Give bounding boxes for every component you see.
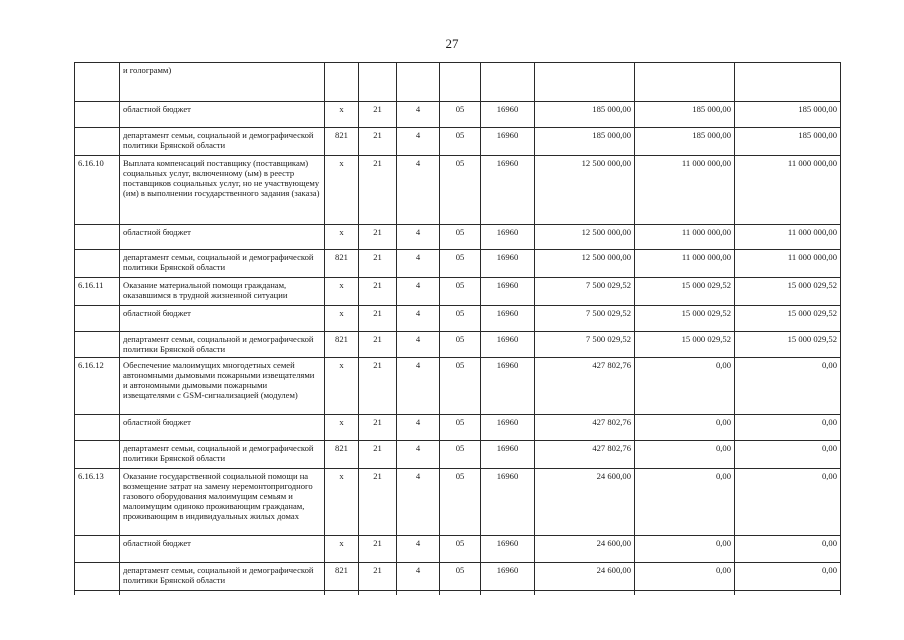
row-number-cell bbox=[75, 250, 120, 278]
year2-amount-cell: 0,00 bbox=[635, 415, 735, 441]
year3-amount-cell: 11 000 000,00 bbox=[735, 250, 841, 278]
kod-cell: x bbox=[325, 469, 359, 536]
row-number-cell bbox=[75, 415, 120, 441]
year1-amount-cell: 24 600,00 bbox=[535, 536, 635, 563]
year1-amount-cell: 12 500 000,00 bbox=[535, 225, 635, 250]
continuation-cell bbox=[397, 591, 440, 596]
year1-amount-cell bbox=[535, 63, 635, 102]
year3-amount-cell: 0,00 bbox=[735, 441, 841, 469]
kod-cell: x bbox=[325, 536, 359, 563]
vr-cell: 16960 bbox=[481, 306, 535, 332]
table-row bbox=[75, 536, 841, 563]
row-name-cell: областной бюджет bbox=[120, 306, 325, 332]
cs-cell: 05 bbox=[440, 469, 481, 536]
continuation-cell bbox=[535, 591, 635, 596]
year2-amount-cell: 0,00 bbox=[635, 536, 735, 563]
row-number-cell: 6.16.11 bbox=[75, 278, 120, 306]
cs-cell: 05 bbox=[440, 415, 481, 441]
year3-amount-cell: 185 000,00 bbox=[735, 102, 841, 128]
rz-cell: 21 bbox=[359, 102, 397, 128]
year2-amount-cell: 0,00 bbox=[635, 469, 735, 536]
kod-cell: 821 bbox=[325, 250, 359, 278]
year1-amount-cell: 427 802,76 bbox=[535, 358, 635, 415]
year2-amount-cell: 15 000 029,52 bbox=[635, 278, 735, 306]
row-number-cell: 6.16.10 bbox=[75, 156, 120, 225]
cs-cell: 05 bbox=[440, 128, 481, 156]
year1-amount-cell: 7 500 029,52 bbox=[535, 278, 635, 306]
continuation-cell bbox=[325, 591, 359, 596]
table-row bbox=[75, 128, 841, 156]
row-name-cell: департамент семьи, социальной и демографической политики Брянской области bbox=[120, 563, 325, 591]
row-number-cell bbox=[75, 128, 120, 156]
cs-cell: 05 bbox=[440, 332, 481, 358]
year2-amount-cell: 11 000 000,00 bbox=[635, 156, 735, 225]
year3-amount-cell: 11 000 000,00 bbox=[735, 156, 841, 225]
cs-cell: 05 bbox=[440, 102, 481, 128]
vr-cell: 16960 bbox=[481, 128, 535, 156]
pr-cell: 4 bbox=[397, 358, 440, 415]
row-number-cell bbox=[75, 441, 120, 469]
vr-cell: 16960 bbox=[481, 278, 535, 306]
table-row bbox=[75, 306, 841, 332]
table-row bbox=[75, 156, 841, 225]
continuation-cell bbox=[440, 591, 481, 596]
row-name-cell: Обеспечение малоимущих многодетных семей автономными дымовыми пожарными извещателями и автономными дымовыми пожарными извещателями с GSM-сигнализацией (модулем) bbox=[120, 358, 325, 415]
pr-cell: 4 bbox=[397, 563, 440, 591]
year1-amount-cell: 12 500 000,00 bbox=[535, 156, 635, 225]
pr-cell: 4 bbox=[397, 250, 440, 278]
table-row bbox=[75, 332, 841, 358]
rz-cell: 21 bbox=[359, 306, 397, 332]
table-row bbox=[75, 250, 841, 278]
rz-cell: 21 bbox=[359, 358, 397, 415]
row-number-cell bbox=[75, 563, 120, 591]
row-name-cell: департамент семьи, социальной и демографической политики Брянской области bbox=[120, 128, 325, 156]
table-body bbox=[75, 63, 841, 596]
rz-cell: 21 bbox=[359, 332, 397, 358]
vr-cell: 16960 bbox=[481, 250, 535, 278]
pr-cell: 4 bbox=[397, 102, 440, 128]
continuation-cell bbox=[359, 591, 397, 596]
year1-amount-cell: 185 000,00 bbox=[535, 102, 635, 128]
cs-cell: 05 bbox=[440, 250, 481, 278]
row-number-cell bbox=[75, 332, 120, 358]
cs-cell: 05 bbox=[440, 156, 481, 225]
year2-amount-cell bbox=[635, 63, 735, 102]
row-number-cell: 6.16.12 bbox=[75, 358, 120, 415]
continuation-cell bbox=[481, 591, 535, 596]
vr-cell: 16960 bbox=[481, 102, 535, 128]
table-row bbox=[75, 278, 841, 306]
year2-amount-cell: 0,00 bbox=[635, 358, 735, 415]
table-row bbox=[75, 225, 841, 250]
row-number-cell: 6.16.13 bbox=[75, 469, 120, 536]
row-number-cell bbox=[75, 63, 120, 102]
year1-amount-cell: 7 500 029,52 bbox=[535, 332, 635, 358]
budget-table bbox=[74, 62, 841, 595]
pr-cell: 4 bbox=[397, 441, 440, 469]
pr-cell: 4 bbox=[397, 332, 440, 358]
kod-cell: 821 bbox=[325, 563, 359, 591]
year1-amount-cell: 185 000,00 bbox=[535, 128, 635, 156]
row-name-cell: Выплата компенсаций поставщику (поставщикам) социальных услуг, включенному (ым) в реестр поставщиков социальных услуг, но не участвующему (им) в выполнении государственного задания (заказа) bbox=[120, 156, 325, 225]
row-name-cell: областной бюджет bbox=[120, 415, 325, 441]
rz-cell: 21 bbox=[359, 278, 397, 306]
table-row bbox=[75, 63, 841, 102]
kod-cell: x bbox=[325, 102, 359, 128]
row-name-cell: департамент семьи, социальной и демографической политики Брянской области bbox=[120, 332, 325, 358]
vr-cell: 16960 bbox=[481, 469, 535, 536]
row-name-cell: департамент семьи, социальной и демографической политики Брянской области bbox=[120, 250, 325, 278]
table-continuation bbox=[75, 591, 841, 596]
vr-cell bbox=[481, 63, 535, 102]
year1-amount-cell: 427 802,76 bbox=[535, 415, 635, 441]
rz-cell: 21 bbox=[359, 563, 397, 591]
rz-cell: 21 bbox=[359, 156, 397, 225]
pr-cell: 4 bbox=[397, 128, 440, 156]
year3-amount-cell: 15 000 029,52 bbox=[735, 332, 841, 358]
table-row bbox=[75, 102, 841, 128]
table-row bbox=[75, 441, 841, 469]
year2-amount-cell: 15 000 029,52 bbox=[635, 332, 735, 358]
vr-cell: 16960 bbox=[481, 536, 535, 563]
year2-amount-cell: 0,00 bbox=[635, 563, 735, 591]
row-name-cell: Оказание материальной помощи гражданам, оказавшимся в трудной жизненной ситуации bbox=[120, 278, 325, 306]
year3-amount-cell: 15 000 029,52 bbox=[735, 306, 841, 332]
year2-amount-cell: 185 000,00 bbox=[635, 128, 735, 156]
cs-cell bbox=[440, 63, 481, 102]
year2-amount-cell: 11 000 000,00 bbox=[635, 225, 735, 250]
cs-cell: 05 bbox=[440, 306, 481, 332]
rz-cell: 21 bbox=[359, 536, 397, 563]
row-name-cell: областной бюджет bbox=[120, 102, 325, 128]
year3-amount-cell: 0,00 bbox=[735, 415, 841, 441]
year3-amount-cell: 15 000 029,52 bbox=[735, 278, 841, 306]
rz-cell: 21 bbox=[359, 128, 397, 156]
row-name-cell: и голограмм) bbox=[120, 63, 325, 102]
vr-cell: 16960 bbox=[481, 156, 535, 225]
rz-cell: 21 bbox=[359, 441, 397, 469]
row-number-cell bbox=[75, 102, 120, 128]
pr-cell: 4 bbox=[397, 415, 440, 441]
kod-cell: 821 bbox=[325, 128, 359, 156]
year3-amount-cell: 0,00 bbox=[735, 358, 841, 415]
continuation-cell bbox=[75, 591, 120, 596]
pr-cell bbox=[397, 63, 440, 102]
pr-cell: 4 bbox=[397, 469, 440, 536]
rz-cell bbox=[359, 63, 397, 102]
row-number-cell bbox=[75, 225, 120, 250]
vr-cell: 16960 bbox=[481, 415, 535, 441]
kod-cell: x bbox=[325, 156, 359, 225]
cs-cell: 05 bbox=[440, 358, 481, 415]
year2-amount-cell: 185 000,00 bbox=[635, 102, 735, 128]
vr-cell: 16960 bbox=[481, 358, 535, 415]
year3-amount-cell: 0,00 bbox=[735, 469, 841, 536]
rz-cell: 21 bbox=[359, 415, 397, 441]
kod-cell: 821 bbox=[325, 441, 359, 469]
pr-cell: 4 bbox=[397, 156, 440, 225]
kod-cell: x bbox=[325, 225, 359, 250]
kod-cell bbox=[325, 63, 359, 102]
year3-amount-cell: 0,00 bbox=[735, 563, 841, 591]
row-number-cell bbox=[75, 306, 120, 332]
cs-cell: 05 bbox=[440, 563, 481, 591]
year1-amount-cell: 7 500 029,52 bbox=[535, 306, 635, 332]
cs-cell: 05 bbox=[440, 278, 481, 306]
row-name-cell: Оказание государственной социальной помощи на возмещение затрат на замену неремонтопригодного газового оборудования малоимущим семьям и малоимущим одиноко проживающим гражданам, проживающим в индивидуальных жилых домах bbox=[120, 469, 325, 536]
year1-amount-cell: 12 500 000,00 bbox=[535, 250, 635, 278]
table-row bbox=[75, 469, 841, 536]
vr-cell: 16960 bbox=[481, 441, 535, 469]
year2-amount-cell: 0,00 bbox=[635, 441, 735, 469]
kod-cell: x bbox=[325, 358, 359, 415]
year1-amount-cell: 24 600,00 bbox=[535, 469, 635, 536]
kod-cell: 821 bbox=[325, 332, 359, 358]
vr-cell: 16960 bbox=[481, 563, 535, 591]
year3-amount-cell: 0,00 bbox=[735, 536, 841, 563]
row-number-cell bbox=[75, 536, 120, 563]
year1-amount-cell: 24 600,00 bbox=[535, 563, 635, 591]
year3-amount-cell: 185 000,00 bbox=[735, 128, 841, 156]
row-name-cell: областной бюджет bbox=[120, 225, 325, 250]
rz-cell: 21 bbox=[359, 225, 397, 250]
continuation-cell bbox=[635, 591, 735, 596]
continuation-cell bbox=[120, 591, 325, 596]
rz-cell: 21 bbox=[359, 250, 397, 278]
pr-cell: 4 bbox=[397, 306, 440, 332]
pr-cell: 4 bbox=[397, 536, 440, 563]
year3-amount-cell: 11 000 000,00 bbox=[735, 225, 841, 250]
page-number: 27 bbox=[445, 36, 459, 51]
table-row bbox=[75, 415, 841, 441]
row-name-cell: департамент семьи, социальной и демографической политики Брянской области bbox=[120, 441, 325, 469]
cs-cell: 05 bbox=[440, 225, 481, 250]
vr-cell: 16960 bbox=[481, 225, 535, 250]
year1-amount-cell: 427 802,76 bbox=[535, 441, 635, 469]
continuation-cell bbox=[735, 591, 841, 596]
year2-amount-cell: 11 000 000,00 bbox=[635, 250, 735, 278]
rz-cell: 21 bbox=[359, 469, 397, 536]
cs-cell: 05 bbox=[440, 536, 481, 563]
row-name-cell: областной бюджет bbox=[120, 536, 325, 563]
cs-cell: 05 bbox=[440, 441, 481, 469]
kod-cell: x bbox=[325, 415, 359, 441]
pr-cell: 4 bbox=[397, 225, 440, 250]
year2-amount-cell: 15 000 029,52 bbox=[635, 306, 735, 332]
table-row bbox=[75, 358, 841, 415]
pr-cell: 4 bbox=[397, 278, 440, 306]
vr-cell: 16960 bbox=[481, 332, 535, 358]
table-row bbox=[75, 563, 841, 591]
kod-cell: x bbox=[325, 306, 359, 332]
kod-cell: x bbox=[325, 278, 359, 306]
year3-amount-cell bbox=[735, 63, 841, 102]
